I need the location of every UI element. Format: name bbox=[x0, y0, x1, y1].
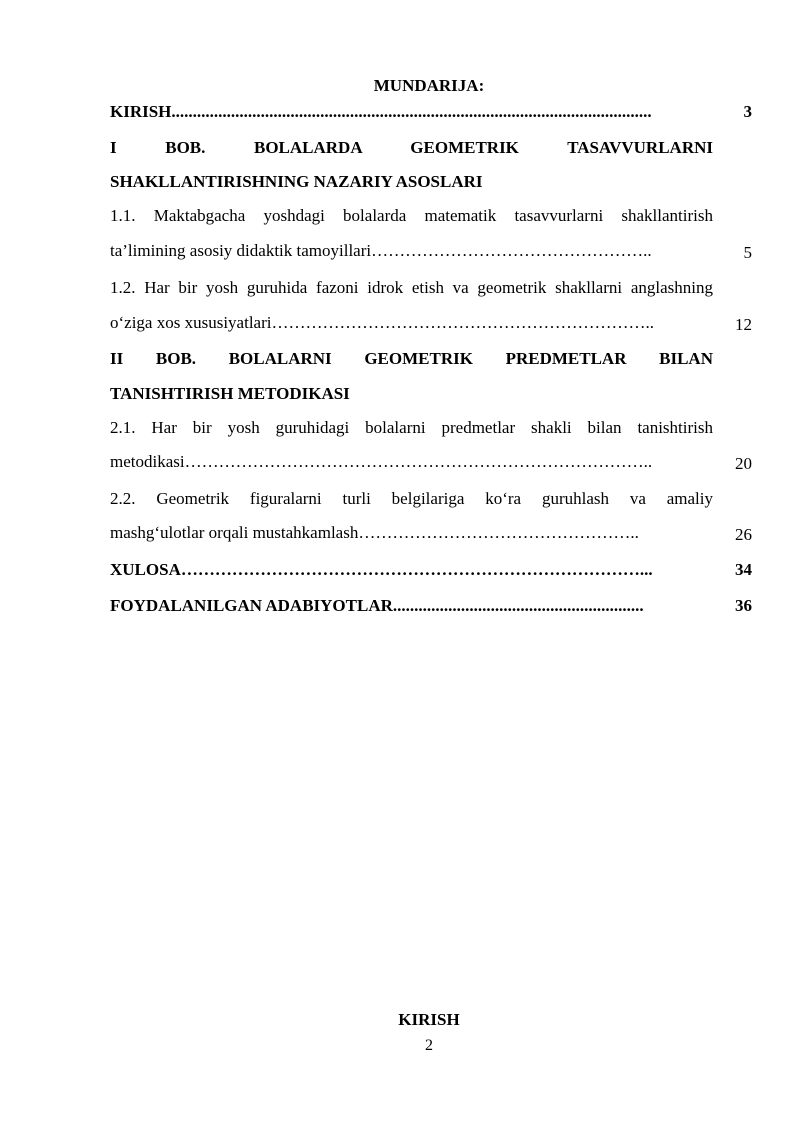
toc-entry-page: 3 bbox=[743, 102, 752, 121]
toc-entry-page: 5 bbox=[743, 243, 752, 262]
toc-entry-title: XULOSA………………………………………………………………………... bbox=[110, 560, 653, 579]
toc-entry-page: 36 bbox=[735, 596, 752, 615]
toc-entry-page: 26 bbox=[735, 525, 752, 544]
toc-entry-title: KIRISH................................................................................................................. bbox=[110, 102, 652, 121]
toc-entry-title-line2: TANISHTIRISH METODIKASI bbox=[110, 384, 350, 403]
toc-entry-page: 12 bbox=[735, 315, 752, 334]
toc-entry-title-line1: 1.2. Har bir yosh guruhida fazoni idrok etish va geometrik shakllarni anglashning bbox=[110, 278, 713, 297]
toc-entry-page: 34 bbox=[735, 560, 752, 579]
toc-heading: MUNDARIJA: bbox=[373, 76, 485, 95]
toc-entry-page: 20 bbox=[735, 454, 752, 473]
page-number: 2 bbox=[425, 1037, 433, 1054]
toc-entry-title-line2: metodikasi……………………………………………………………………….. bbox=[110, 452, 653, 471]
toc-entry-title-line2: ta’limining asosiy didaktik tamoyillari………………………………………….. bbox=[110, 241, 652, 260]
next-section-title: KIRISH bbox=[398, 1010, 460, 1029]
toc-entry-title-line1: II BOB. BOLALARNI GEOMETRIK PREDMETLAR BILAN bbox=[110, 349, 713, 368]
toc-entry-title-line2: SHAKLLANTIRISHNING NAZARIY ASOSLARI bbox=[110, 172, 483, 191]
toc-entry-title-line1: 2.1. Har bir yosh guruhidagi bolalarni predmetlar shakli bilan tanishtirish bbox=[110, 418, 713, 437]
toc-entry-title-line1: I BOB. BOLALARDA GEOMETRIK TASAVVURLARNI bbox=[110, 138, 713, 157]
toc-entry-title-line1: 1.1. Maktabgacha yoshdagi bolalarda matematik tasavvurlarni shakllantirish bbox=[110, 206, 713, 225]
toc-entry-title-line1: 2.2. Geometrik figuralarni turli belgilariga ko‘ra guruhlash va amaliy bbox=[110, 489, 713, 508]
toc-entry-title: FOYDALANILGAN ADABIYOTLAR........................................................... bbox=[110, 596, 644, 615]
toc-entry-title-line2: mashg‘ulotlar orqali mustahkamlash………………………………………….. bbox=[110, 523, 639, 542]
toc-entry-title-line2: o‘ziga xos xususiyatlari………………………………………………………….. bbox=[110, 313, 654, 332]
